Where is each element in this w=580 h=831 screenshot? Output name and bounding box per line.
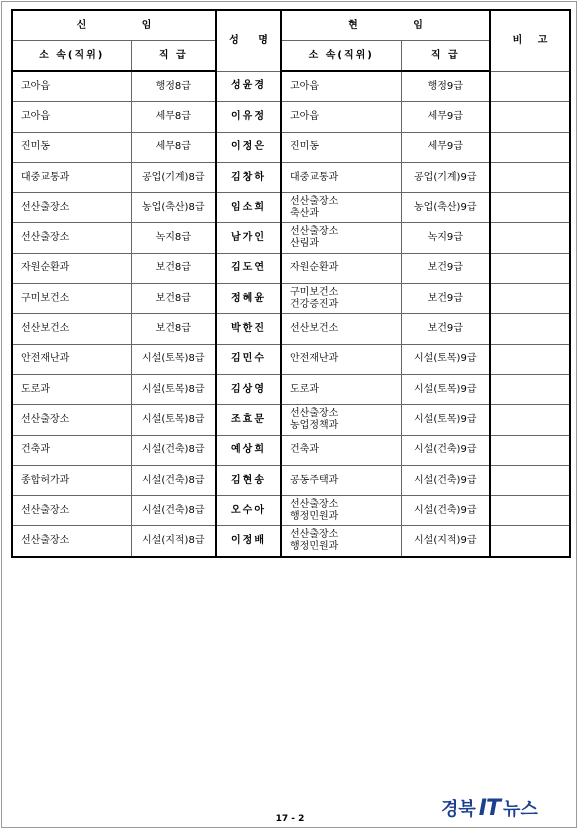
publisher-logo bbox=[441, 794, 538, 822]
department-line: 건축과 bbox=[290, 444, 319, 456]
name-cell: 이유정 bbox=[216, 102, 281, 132]
table-row bbox=[12, 496, 570, 526]
table-row bbox=[12, 223, 570, 253]
department-line: 안전재난과 bbox=[21, 353, 70, 365]
table-row bbox=[12, 132, 570, 162]
department-line: 안전재난과 bbox=[290, 353, 339, 365]
department-cell bbox=[12, 132, 131, 162]
table-row bbox=[12, 71, 570, 102]
department-cell bbox=[12, 435, 131, 465]
note-cell bbox=[490, 223, 570, 253]
new-grade-cell: 시설(토목)8급 bbox=[131, 344, 216, 374]
department-cell bbox=[12, 526, 131, 557]
current-grade-cell: 시설(토목)9급 bbox=[401, 374, 490, 404]
table-row bbox=[12, 284, 570, 314]
department-line: 선산출장소 bbox=[21, 504, 70, 516]
department-line: 도로과 bbox=[290, 383, 319, 395]
note-cell bbox=[490, 465, 570, 495]
department-cell bbox=[12, 465, 131, 495]
new-grade-cell: 세무8급 bbox=[131, 132, 216, 162]
current-grade-cell: 보건9급 bbox=[401, 284, 490, 314]
department-line: 진미동 bbox=[290, 141, 319, 153]
department-line: 종합허가과 bbox=[21, 474, 70, 486]
department-line: 선산출장소 bbox=[290, 226, 339, 238]
department-line: 진미동 bbox=[21, 141, 50, 153]
department-line: 행정민원과 bbox=[290, 510, 339, 522]
new-grade-cell: 시설(토목)8급 bbox=[131, 405, 216, 435]
new-grade-cell: 세무8급 bbox=[131, 102, 216, 132]
new-grade-cell: 보건8급 bbox=[131, 253, 216, 283]
header-current-assignment: 현 임 bbox=[281, 10, 490, 41]
department-cell bbox=[12, 162, 131, 192]
new-grade-cell: 시설(지적)8급 bbox=[131, 526, 216, 557]
department-cell bbox=[281, 465, 401, 495]
current-grade-cell: 농업(축산)9급 bbox=[401, 193, 490, 223]
department-line: 행정민원과 bbox=[290, 541, 339, 553]
name-cell: 김상영 bbox=[216, 374, 281, 404]
department-line: 선산출장소 bbox=[21, 201, 70, 213]
note-cell bbox=[490, 162, 570, 192]
name-cell: 정혜윤 bbox=[216, 284, 281, 314]
department-cell bbox=[281, 253, 401, 283]
note-cell bbox=[490, 435, 570, 465]
note-cell bbox=[490, 314, 570, 344]
new-grade-cell: 보건8급 bbox=[131, 314, 216, 344]
department-cell bbox=[12, 344, 131, 374]
name-cell: 김현송 bbox=[216, 465, 281, 495]
department-cell bbox=[12, 193, 131, 223]
name-cell: 남가인 bbox=[216, 223, 281, 253]
department-line: 선산출장소 bbox=[21, 232, 70, 244]
note-cell bbox=[490, 496, 570, 526]
department-line: 고아읍 bbox=[290, 80, 319, 92]
department-line: 구미보건소 bbox=[21, 292, 70, 304]
header-new-department: 소 속(직위) bbox=[12, 41, 131, 72]
department-line: 선산출장소 bbox=[290, 498, 339, 510]
current-grade-cell: 공업(기계)9급 bbox=[401, 162, 490, 192]
department-line: 대중교통과 bbox=[290, 171, 339, 183]
note-cell bbox=[490, 102, 570, 132]
note-cell bbox=[490, 526, 570, 557]
department-line: 대중교통과 bbox=[21, 171, 70, 183]
header-note: 비 고 bbox=[490, 10, 570, 71]
current-grade-cell: 시설(건축)9급 bbox=[401, 435, 490, 465]
current-grade-cell: 시설(지적)9급 bbox=[401, 526, 490, 557]
department-line: 농업정책과 bbox=[290, 419, 339, 431]
new-grade-cell: 보건8급 bbox=[131, 284, 216, 314]
current-grade-cell: 녹지9급 bbox=[401, 223, 490, 253]
department-cell bbox=[12, 71, 131, 102]
department-line: 자원순환과 bbox=[21, 262, 70, 274]
current-grade-cell: 세무9급 bbox=[401, 132, 490, 162]
department-line: 공동주택과 bbox=[290, 474, 339, 486]
department-cell bbox=[281, 132, 401, 162]
department-cell bbox=[281, 435, 401, 465]
new-grade-cell: 행정8급 bbox=[131, 71, 216, 102]
department-line: 산림과 bbox=[290, 238, 319, 250]
table-row bbox=[12, 465, 570, 495]
table-row bbox=[12, 162, 570, 192]
table-row bbox=[12, 435, 570, 465]
department-line: 선산보건소 bbox=[290, 323, 339, 335]
department-line: 선산보건소 bbox=[21, 323, 70, 335]
header-name: 성 명 bbox=[216, 10, 281, 71]
department-line: 선산출장소 bbox=[21, 413, 70, 425]
department-cell bbox=[12, 284, 131, 314]
current-grade-cell: 시설(토목)9급 bbox=[401, 344, 490, 374]
table-row bbox=[12, 344, 570, 374]
department-cell bbox=[281, 374, 401, 404]
department-cell bbox=[12, 102, 131, 132]
name-cell: 김도연 bbox=[216, 253, 281, 283]
header-new-grade: 직 급 bbox=[131, 41, 216, 72]
department-line: 선산출장소 bbox=[290, 195, 339, 207]
name-cell: 박한진 bbox=[216, 314, 281, 344]
name-cell: 조효문 bbox=[216, 405, 281, 435]
header-current-department: 소 속(직위) bbox=[281, 41, 401, 72]
table-row bbox=[12, 526, 570, 557]
name-cell: 예상희 bbox=[216, 435, 281, 465]
name-cell: 김민수 bbox=[216, 344, 281, 374]
current-grade-cell: 세무9급 bbox=[401, 102, 490, 132]
name-cell: 이정은 bbox=[216, 132, 281, 162]
note-cell bbox=[490, 253, 570, 283]
department-cell bbox=[281, 344, 401, 374]
department-cell bbox=[12, 374, 131, 404]
table-row bbox=[12, 405, 570, 435]
new-grade-cell: 시설(건축)8급 bbox=[131, 435, 216, 465]
department-line: 도로과 bbox=[21, 383, 50, 395]
department-line: 축산과 bbox=[290, 207, 319, 219]
current-grade-cell: 시설(건축)9급 bbox=[401, 465, 490, 495]
new-grade-cell: 공업(기계)8급 bbox=[131, 162, 216, 192]
header-current-grade: 직 급 bbox=[401, 41, 490, 72]
page-number: 17 - 2 bbox=[275, 814, 305, 824]
logo-text-left: 경북 bbox=[441, 799, 476, 820]
note-cell bbox=[490, 132, 570, 162]
department-cell bbox=[12, 405, 131, 435]
department-line: 자원순환과 bbox=[290, 262, 339, 274]
current-grade-cell: 보건9급 bbox=[401, 253, 490, 283]
department-line: 고아읍 bbox=[290, 110, 319, 122]
department-cell bbox=[281, 193, 401, 223]
table-row bbox=[12, 193, 570, 223]
new-grade-cell: 시설(건축)8급 bbox=[131, 465, 216, 495]
department-cell bbox=[281, 162, 401, 192]
header-new-assignment: 신 임 bbox=[12, 10, 216, 41]
table-row bbox=[12, 102, 570, 132]
department-line: 건강증진과 bbox=[290, 298, 339, 310]
new-grade-cell: 농업(축산)8급 bbox=[131, 193, 216, 223]
new-grade-cell: 시설(건축)8급 bbox=[131, 496, 216, 526]
new-grade-cell: 시설(토목)8급 bbox=[131, 374, 216, 404]
table-row bbox=[12, 253, 570, 283]
note-cell bbox=[490, 193, 570, 223]
department-cell bbox=[281, 405, 401, 435]
department-line: 선산출장소 bbox=[290, 407, 339, 419]
department-line: 구미보건소 bbox=[290, 286, 339, 298]
name-cell: 김창하 bbox=[216, 162, 281, 192]
department-cell bbox=[12, 253, 131, 283]
department-cell bbox=[12, 223, 131, 253]
logo-text-it: IT bbox=[478, 795, 500, 821]
name-cell: 오수아 bbox=[216, 496, 281, 526]
note-cell bbox=[490, 374, 570, 404]
current-grade-cell: 보건9급 bbox=[401, 314, 490, 344]
department-cell bbox=[281, 284, 401, 314]
new-grade-cell: 녹지8급 bbox=[131, 223, 216, 253]
department-cell bbox=[281, 314, 401, 344]
note-cell bbox=[490, 284, 570, 314]
department-cell bbox=[12, 496, 131, 526]
note-cell bbox=[490, 405, 570, 435]
department-line: 선산출장소 bbox=[290, 529, 339, 541]
table-row bbox=[12, 314, 570, 344]
department-cell bbox=[281, 526, 401, 557]
personnel-table bbox=[11, 9, 571, 558]
current-grade-cell: 시설(토목)9급 bbox=[401, 405, 490, 435]
department-cell bbox=[281, 71, 401, 102]
department-line: 고아읍 bbox=[21, 110, 50, 122]
current-grade-cell: 행정9급 bbox=[401, 71, 490, 102]
table-row bbox=[12, 374, 570, 404]
department-cell bbox=[281, 102, 401, 132]
current-grade-cell: 시설(건축)9급 bbox=[401, 496, 490, 526]
department-cell bbox=[281, 496, 401, 526]
department-line: 고아읍 bbox=[21, 80, 50, 92]
name-cell: 성윤경 bbox=[216, 71, 281, 102]
department-cell bbox=[12, 314, 131, 344]
department-line: 건축과 bbox=[21, 444, 50, 456]
department-cell bbox=[281, 223, 401, 253]
note-cell bbox=[490, 71, 570, 102]
name-cell: 임소희 bbox=[216, 193, 281, 223]
department-line: 선산출장소 bbox=[21, 535, 70, 547]
logo-text-right: 뉴스 bbox=[502, 799, 538, 820]
name-cell: 이정배 bbox=[216, 526, 281, 557]
note-cell bbox=[490, 344, 570, 374]
